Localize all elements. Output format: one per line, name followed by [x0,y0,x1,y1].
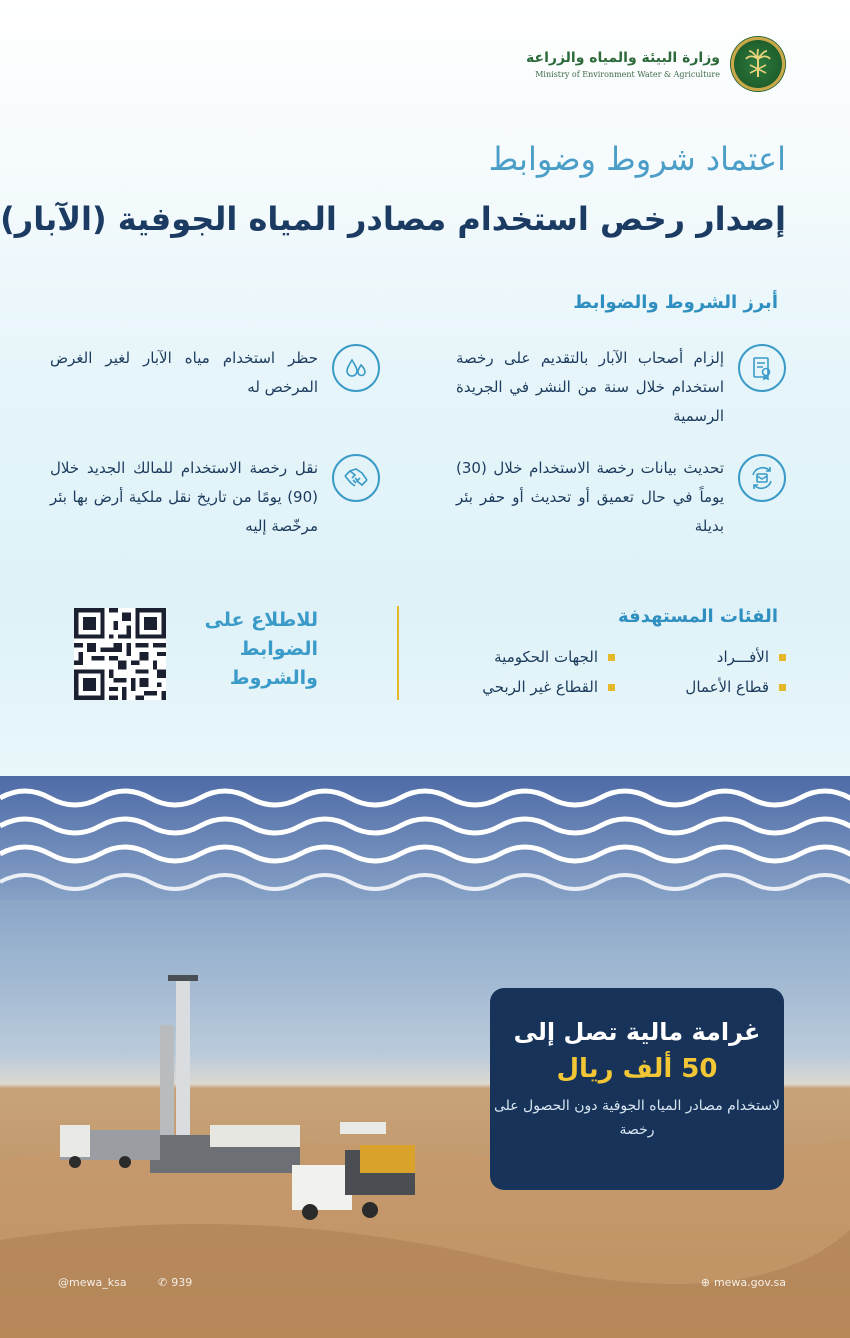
bullet-icon [608,654,615,661]
target-label: قطاع الأعمال [685,678,769,696]
condition-item [50,454,380,541]
ministry-logo [526,36,786,92]
target-item [685,678,786,696]
globe-icon: ⊕ [700,1276,710,1289]
condition-text: إلزام أصحاب الآبار بالتقديم على رخصة استخدام خلال سنة من النشر في الجريدة الرسمية [456,349,724,425]
ministry-name-en: Ministry of Environment Water & Agriculture [535,69,720,79]
bullet-icon [779,684,786,691]
bullet-icon [608,684,615,691]
target-label: الأفـــراد [716,648,769,666]
targets-heading: الفئات المستهدفة [618,606,778,627]
certificate-icon [738,344,786,392]
handshake-icon [332,454,380,502]
fine-amount: 50 ألف ريال [556,1054,718,1084]
social-handle-text: @mewa_ksa [58,1276,127,1289]
target-label: الجهات الحكومية [494,648,598,666]
phone-number[interactable] [158,1276,192,1289]
phone-text: 939 [171,1276,193,1289]
qr-label: للاطلاع على الضوابط والشروط [204,609,318,689]
condition-text: تحديث بيانات رخصة الاستخدام خلال (30) يوماً في حال تعميق أو تحديث أو حفر بئر بديلة [456,459,724,535]
condition-item [50,344,380,402]
target-item [482,678,615,696]
target-item [494,648,615,666]
target-item [717,648,786,666]
bullet-icon [779,654,786,661]
website-link[interactable] [701,1276,786,1289]
condition-item [456,344,786,431]
website-text: mewa.gov.sa [713,1276,786,1289]
condition-text: حظر استخدام مياه الآبار لغير الغرض المرخص له [50,349,318,396]
title-line2: إصدار رخص استخدام مصادر المياه الجوفية (الآبار) [0,200,786,238]
divider [397,606,399,700]
qr-code[interactable] [74,608,166,700]
social-handle[interactable] [58,1276,127,1289]
target-label: القطاع غير الربحي [482,678,598,696]
condition-text: نقل رخصة الاستخدام للمالك الجديد خلال (90) يومًا من تاريخ نقل ملكية أرض بها بئر مرخّصة إليه [50,459,318,535]
water-drops-icon [332,344,380,392]
phone-icon: ✆ [158,1276,168,1289]
condition-item [456,454,786,541]
wave-decoration [0,776,850,916]
fine-description: لاستخدام مصادر المياه الجوفية دون الحصول على رخصة [493,1098,781,1138]
highlights-heading: أبرز الشروط والضوابط [573,292,778,313]
title-line1: اعتماد شروط وضوابط [488,140,786,178]
refresh-card-icon [738,454,786,502]
palm-seal-icon [730,36,786,92]
ministry-name-ar: وزارة البيئة والمياه والزراعة [526,49,720,66]
fine-box [490,988,784,1190]
fine-heading: غرامة مالية تصل إلى [513,1018,761,1046]
